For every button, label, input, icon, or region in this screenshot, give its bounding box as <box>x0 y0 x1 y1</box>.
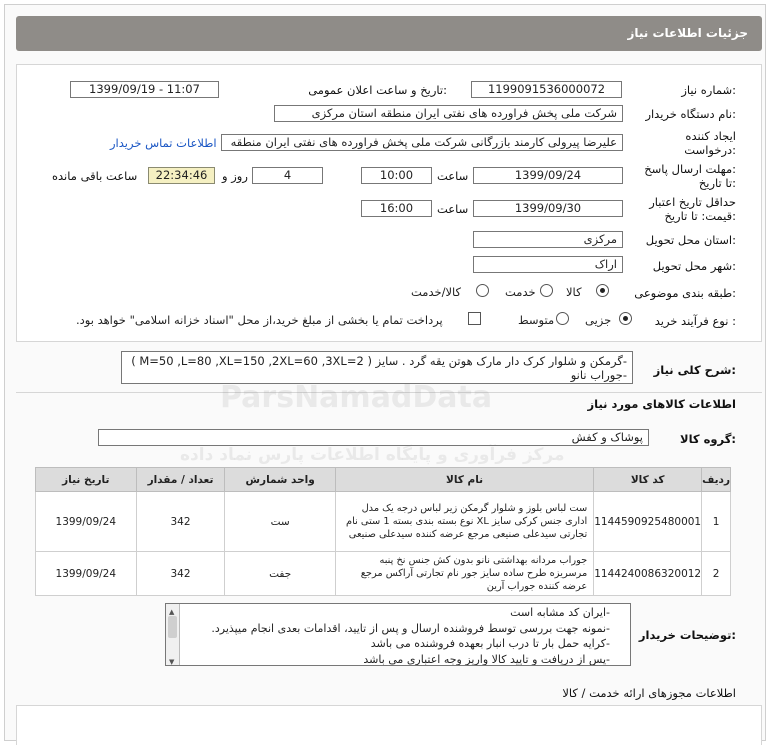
cell-name: ست لباس بلوز و شلوار گرمکن زیر لباس درجه یک مدل اداری جنس کرکی سایز XL نوع بسته بندی بسته 1 ستی نام تجارتی سیدعلی صنیعی مرجع عرضه کننده سیدعلی صنیعی <box>335 492 593 552</box>
goods-group-label: گروه کالا: <box>680 432 736 446</box>
province-label: استان محل تحویل: <box>645 233 736 247</box>
creator-label-1: ایجاد کننده <box>685 129 736 143</box>
category-goods-service-radio[interactable] <box>476 284 489 297</box>
table-row[interactable] <box>36 552 731 596</box>
category-goods-label: کالا <box>566 285 582 299</box>
col-unit: واحد شمارش <box>225 468 335 492</box>
need-number-field[interactable]: 1199091536000072 <box>471 81 622 98</box>
cell-unit: ست <box>225 492 335 552</box>
process-medium-radio[interactable] <box>556 312 569 325</box>
buyer-note-line: -نمونه جهت بررسی توسط فروشنده ارسال و پس از تایید، اقدامات بعدی انجام میپذیرد. <box>211 621 610 635</box>
creator-label-2: درخواست: <box>684 143 736 157</box>
deadline-date-field[interactable]: 1399/09/24 <box>473 167 623 184</box>
buyer-note-line: -ایران کد مشابه است <box>510 606 610 619</box>
process-label: نوع فرآیند خرید : <box>654 314 736 328</box>
cell-row: 2 <box>702 552 731 596</box>
cell-name: جوراب مردانه بهداشتی نانو بدون کش جنس نخ پنبه مرسریزه طرح ساده سایز جور نام تجارتی آراکس مرجع عرضه کننده جوراب آرین <box>335 552 593 596</box>
notes-scrollbar[interactable] <box>166 604 180 665</box>
deadline-time-label: ساعت <box>437 169 469 183</box>
days-field[interactable]: 4 <box>252 167 323 184</box>
validity-time-field[interactable]: 16:00 <box>361 200 432 217</box>
goods-group-field[interactable]: پوشاک و کفش <box>98 429 649 446</box>
cell-qty: 342 <box>136 552 225 596</box>
divider <box>16 392 762 393</box>
validity-label-2: قیمت: تا تاریخ: <box>664 209 736 223</box>
need-number-label: شماره نیاز: <box>681 83 736 97</box>
permits-title: اطلاعات مجوزهای ارائه خدمت / کالا <box>562 686 736 700</box>
category-service-label: خدمت <box>505 285 536 299</box>
days-label: روز و <box>222 169 248 183</box>
summary-label: شرح کلی نیاز: <box>653 363 736 377</box>
summary-box <box>121 351 633 384</box>
summary-line-2: -جوراب نانو <box>570 368 627 382</box>
deadline-label-2: تا تاریخ: <box>698 176 736 190</box>
validity-label-1: حداقل تاریخ اعتبار <box>649 195 736 209</box>
table-row[interactable] <box>36 492 731 552</box>
col-name: نام کالا <box>335 468 593 492</box>
cell-row: 1 <box>702 492 731 552</box>
page-header <box>16 16 762 51</box>
summary-line-1: -گرمکن و شلوار کرک دار مارک هوتن یقه گرد . سایز ( M=50 ,L=80 ,XL=150 ,2XL=60 ,3XL=2 ) <box>131 354 627 368</box>
process-minor-label: جزیی <box>585 313 612 327</box>
city-field[interactable]: اراک <box>473 256 623 273</box>
cell-date: 1399/09/24 <box>36 552 137 596</box>
cell-qty: 342 <box>136 492 225 552</box>
buyer-notes-label: توضیحات خریدار: <box>638 628 736 642</box>
page-title: جزئیات اطلاعات نیاز <box>627 26 748 40</box>
city-label: شهر محل تحویل: <box>652 259 736 273</box>
goods-table <box>35 467 731 596</box>
cell-code: 1144240086320012 <box>594 552 702 596</box>
buyer-note-line: -کرایه حمل بار تا درب انبار بعهده فروشنده می باشد <box>370 637 610 650</box>
category-service-radio[interactable] <box>540 284 553 297</box>
category-label: طبقه بندی موضوعی: <box>634 286 736 300</box>
announce-label: تاریخ و ساعت اعلان عمومی: <box>308 83 447 97</box>
deadline-time-field[interactable]: 10:00 <box>361 167 432 184</box>
col-row: ردیف <box>702 468 731 492</box>
scroll-thumb[interactable] <box>168 616 177 638</box>
process-medium-label: متوسط <box>518 313 555 327</box>
col-date: تاریخ نیاز <box>36 468 137 492</box>
remaining-label: ساعت باقی مانده <box>52 169 138 183</box>
permits-panel <box>16 705 762 745</box>
buyer-field[interactable]: شرکت ملی پخش فراورده های نفتی ایران منطقه استان مرکزی <box>274 105 623 122</box>
province-field[interactable]: مرکزی <box>473 231 623 248</box>
col-qty: تعداد / مقدار <box>136 468 225 492</box>
goods-section-title: اطلاعات کالاهای مورد نیاز <box>587 397 736 411</box>
deadline-label-1: مهلت ارسال پاسخ: <box>644 162 736 176</box>
cell-code: 1144590925480001 <box>594 492 702 552</box>
category-goods-radio[interactable] <box>596 284 609 297</box>
cell-unit: جفت <box>225 552 335 596</box>
treasury-payment-label: پرداخت تمام یا بخشی از مبلغ خرید،از محل "اسناد خزانه اسلامی" خواهد بود. <box>76 313 443 327</box>
treasury-payment-checkbox[interactable] <box>468 312 481 325</box>
process-minor-radio[interactable] <box>619 312 632 325</box>
scroll-up-icon[interactable]: ▲ <box>169 608 175 616</box>
buyer-label: نام دستگاه خریدار: <box>645 107 736 121</box>
validity-date-field[interactable]: 1399/09/30 <box>473 200 623 217</box>
scroll-down-icon[interactable]: ▼ <box>169 658 175 666</box>
announce-field[interactable]: 1399/09/19 - 11:07 <box>70 81 219 98</box>
buyer-notes-box[interactable] <box>165 603 631 666</box>
buyer-note-line: -پس از دریافت و تایید کالا واریز وجه اعتباری می باشد <box>363 652 610 666</box>
creator-field[interactable]: علیرضا پیرولی کارمند بازرگانی شرکت ملی پخش فراورده های نفتی ایران منطقه <box>221 134 623 151</box>
remaining-timer: 22:34:46 <box>148 167 215 184</box>
buyer-contact-link[interactable]: اطلاعات تماس خریدار <box>110 136 217 150</box>
validity-time-label: ساعت <box>437 202 469 216</box>
col-code: کد کالا <box>594 468 702 492</box>
cell-date: 1399/09/24 <box>36 492 137 552</box>
category-goods-service-label: کالا/خدمت <box>411 285 462 299</box>
